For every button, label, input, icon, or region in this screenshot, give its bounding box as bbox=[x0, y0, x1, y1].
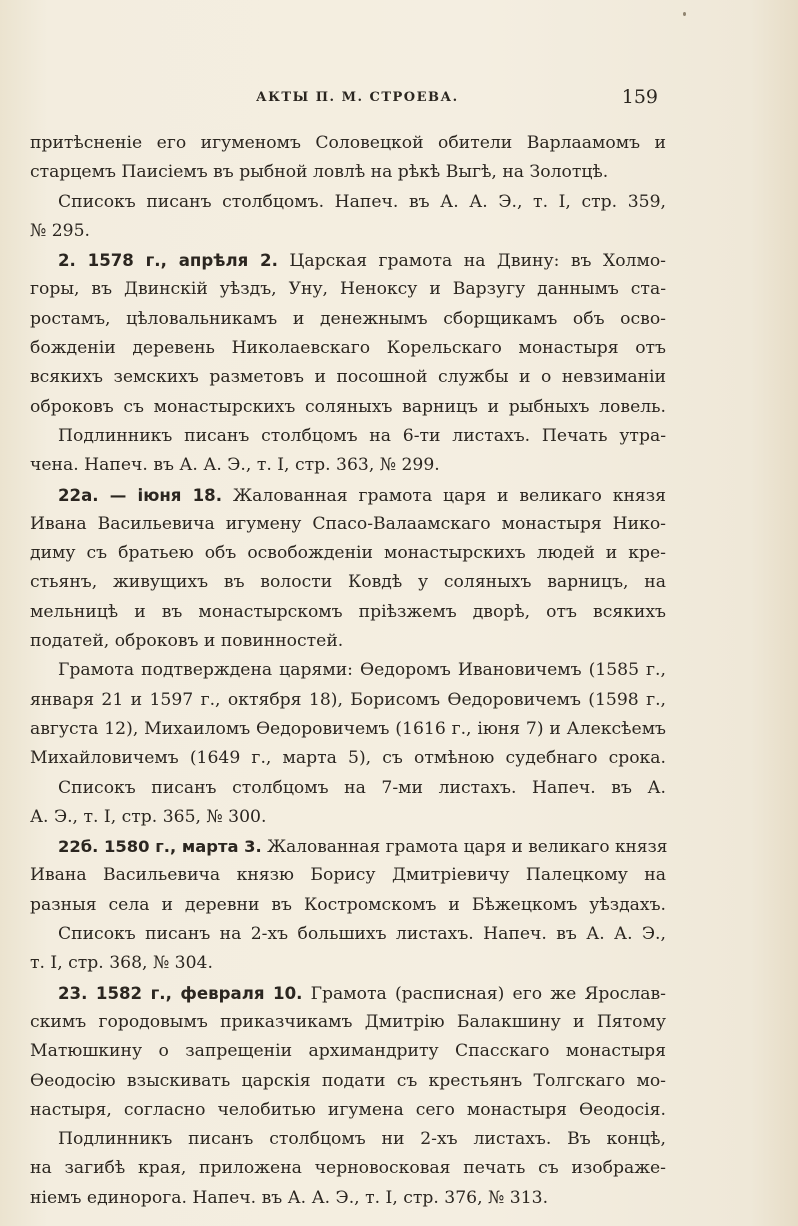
text-line: божденіи деревень Николаевскаго Корельскаго монастыря отъ bbox=[30, 338, 666, 359]
text-line: ніемъ единорога. Напеч. въ А. А. Э., т. I, стр. 376, № 313. bbox=[30, 1187, 549, 1208]
entry-text: Царская грамота на Двину: въ Холмо- bbox=[277, 251, 666, 272]
entry-text: Жалованная грамота царя и великаго князя bbox=[222, 485, 666, 506]
entry-line bbox=[30, 832, 666, 861]
entry-line bbox=[30, 246, 666, 275]
text-line: Списокъ писанъ столбцомъ на 7-ми листахъ. Напеч. въ А. bbox=[58, 777, 666, 798]
running-title: АКТЫ П. М. СТРОЕВА. bbox=[256, 90, 459, 105]
text-line: января 21 и 1597 г., октября 18), Борисомъ Ѳедоровичемъ (1598 г., bbox=[30, 689, 666, 710]
text-line: Ѳеодосію взыскивать царскія подати съ крестьянъ Толгскаго мо- bbox=[30, 1070, 666, 1091]
text-line: № 295. bbox=[30, 220, 90, 241]
text-line: настыря, согласно челобитью игумена сего монастыря Ѳеодосія. bbox=[30, 1099, 666, 1120]
text-line: старцемъ Паисіемъ въ рыбной ловлѣ на рѣкѣ Выгѣ, на Золотцѣ. bbox=[30, 162, 609, 183]
page-header bbox=[30, 86, 666, 114]
page-body bbox=[30, 129, 666, 1213]
text-line: разныя села и деревни въ Костромскомъ и Бѣжецкомъ уѣздахъ. bbox=[30, 894, 666, 915]
text-line: стьянъ, живущихъ въ волости Ковдѣ у соляныхъ варницъ, на bbox=[30, 572, 666, 593]
page-number: 159 bbox=[621, 86, 658, 108]
text-line: на загибѣ края, приложена черновосковая печать съ изображе- bbox=[30, 1158, 666, 1179]
text-line: Матюшкину о запрещеніи архимандриту Спасскаго монастыря bbox=[30, 1041, 666, 1062]
text-line: скимъ городовымъ приказчикамъ Дмитрію Балакшину и Пятому bbox=[30, 1011, 666, 1032]
text-line: Подлинникъ писанъ столбцомъ ни 2-хъ листахъ. Въ концѣ, bbox=[58, 1129, 666, 1150]
entry-heading: 2. 1578 г., апрѣля 2. bbox=[58, 251, 278, 271]
entry-heading: 22б. 1580 г., марта 3. bbox=[58, 837, 262, 857]
text-line: всякихъ земскихъ разметовъ и посошной службы и о невзиманіи bbox=[30, 367, 666, 388]
text-line: Михайловичемъ (1649 г., марта 5), съ отмѣною судебнаго срока. bbox=[30, 748, 666, 769]
paper-speck bbox=[683, 12, 686, 16]
text-line: Ивана Васильевича игумену Спасо-Валаамскаго монастыря Нико- bbox=[30, 513, 666, 534]
entry-text: Грамота (расписная) его же Ярослав- bbox=[302, 983, 666, 1004]
text-line: А. Э., т. I, стр. 365, № 300. bbox=[30, 806, 267, 827]
text-line: диму съ братьею объ освобожденіи монастырскихъ людей и кре- bbox=[30, 543, 666, 564]
text-line: Ивана Васильевича князю Борису Дмитріевичу Палецкому на bbox=[30, 865, 666, 886]
entry-text: Жалованная грамота царя и великаго князя bbox=[261, 836, 668, 857]
text-line: Списокъ писанъ столбцомъ. Напеч. въ А. А. Э., т. I, стр. 359, bbox=[58, 191, 666, 212]
entry-heading: 23. 1582 г., февраля 10. bbox=[58, 983, 303, 1003]
text-line: оброковъ съ монастырскихъ соляныхъ варницъ и рыбныхъ ловель. bbox=[30, 396, 666, 417]
text-line: августа 12), Михаиломъ Ѳедоровичемъ (1616 г., іюня 7) и Алексѣемъ bbox=[30, 718, 666, 739]
text-line: мельницѣ и въ монастырскомъ пріѣзжемъ дворѣ, отъ всякихъ bbox=[30, 601, 666, 622]
text-line: т. I, стр. 368, № 304. bbox=[30, 953, 213, 974]
text-line: Списокъ писанъ на 2-хъ большихъ листахъ. Напеч. въ А. А. Э., bbox=[58, 924, 666, 945]
text-line: горы, въ Двинскій уѣздъ, Уну, Неноксу и Варзугу даннымъ ста- bbox=[30, 279, 666, 300]
text-line: Подлинникъ писанъ столбцомъ на 6-ти листахъ. Печать утра- bbox=[58, 425, 666, 446]
text-line: чена. Напеч. въ А. А. Э., т. I, стр. 363, № 299. bbox=[30, 455, 440, 476]
entry-heading: 22а. — іюня 18. bbox=[58, 485, 223, 505]
text-line: ростамъ, цѣловальникамъ и денежнымъ сборщикамъ объ осво- bbox=[30, 308, 666, 329]
text-line: Грамота подтверждена царями: Ѳедоромъ Ивановичемъ (1585 г., bbox=[58, 660, 666, 681]
text-line: податей, оброковъ и повинностей. bbox=[30, 631, 344, 652]
entry-line bbox=[30, 481, 666, 510]
text-line: притѣсненіе его игуменомъ Соловецкой обители Варлаамомъ и bbox=[30, 133, 666, 153]
entry-line bbox=[30, 979, 666, 1008]
